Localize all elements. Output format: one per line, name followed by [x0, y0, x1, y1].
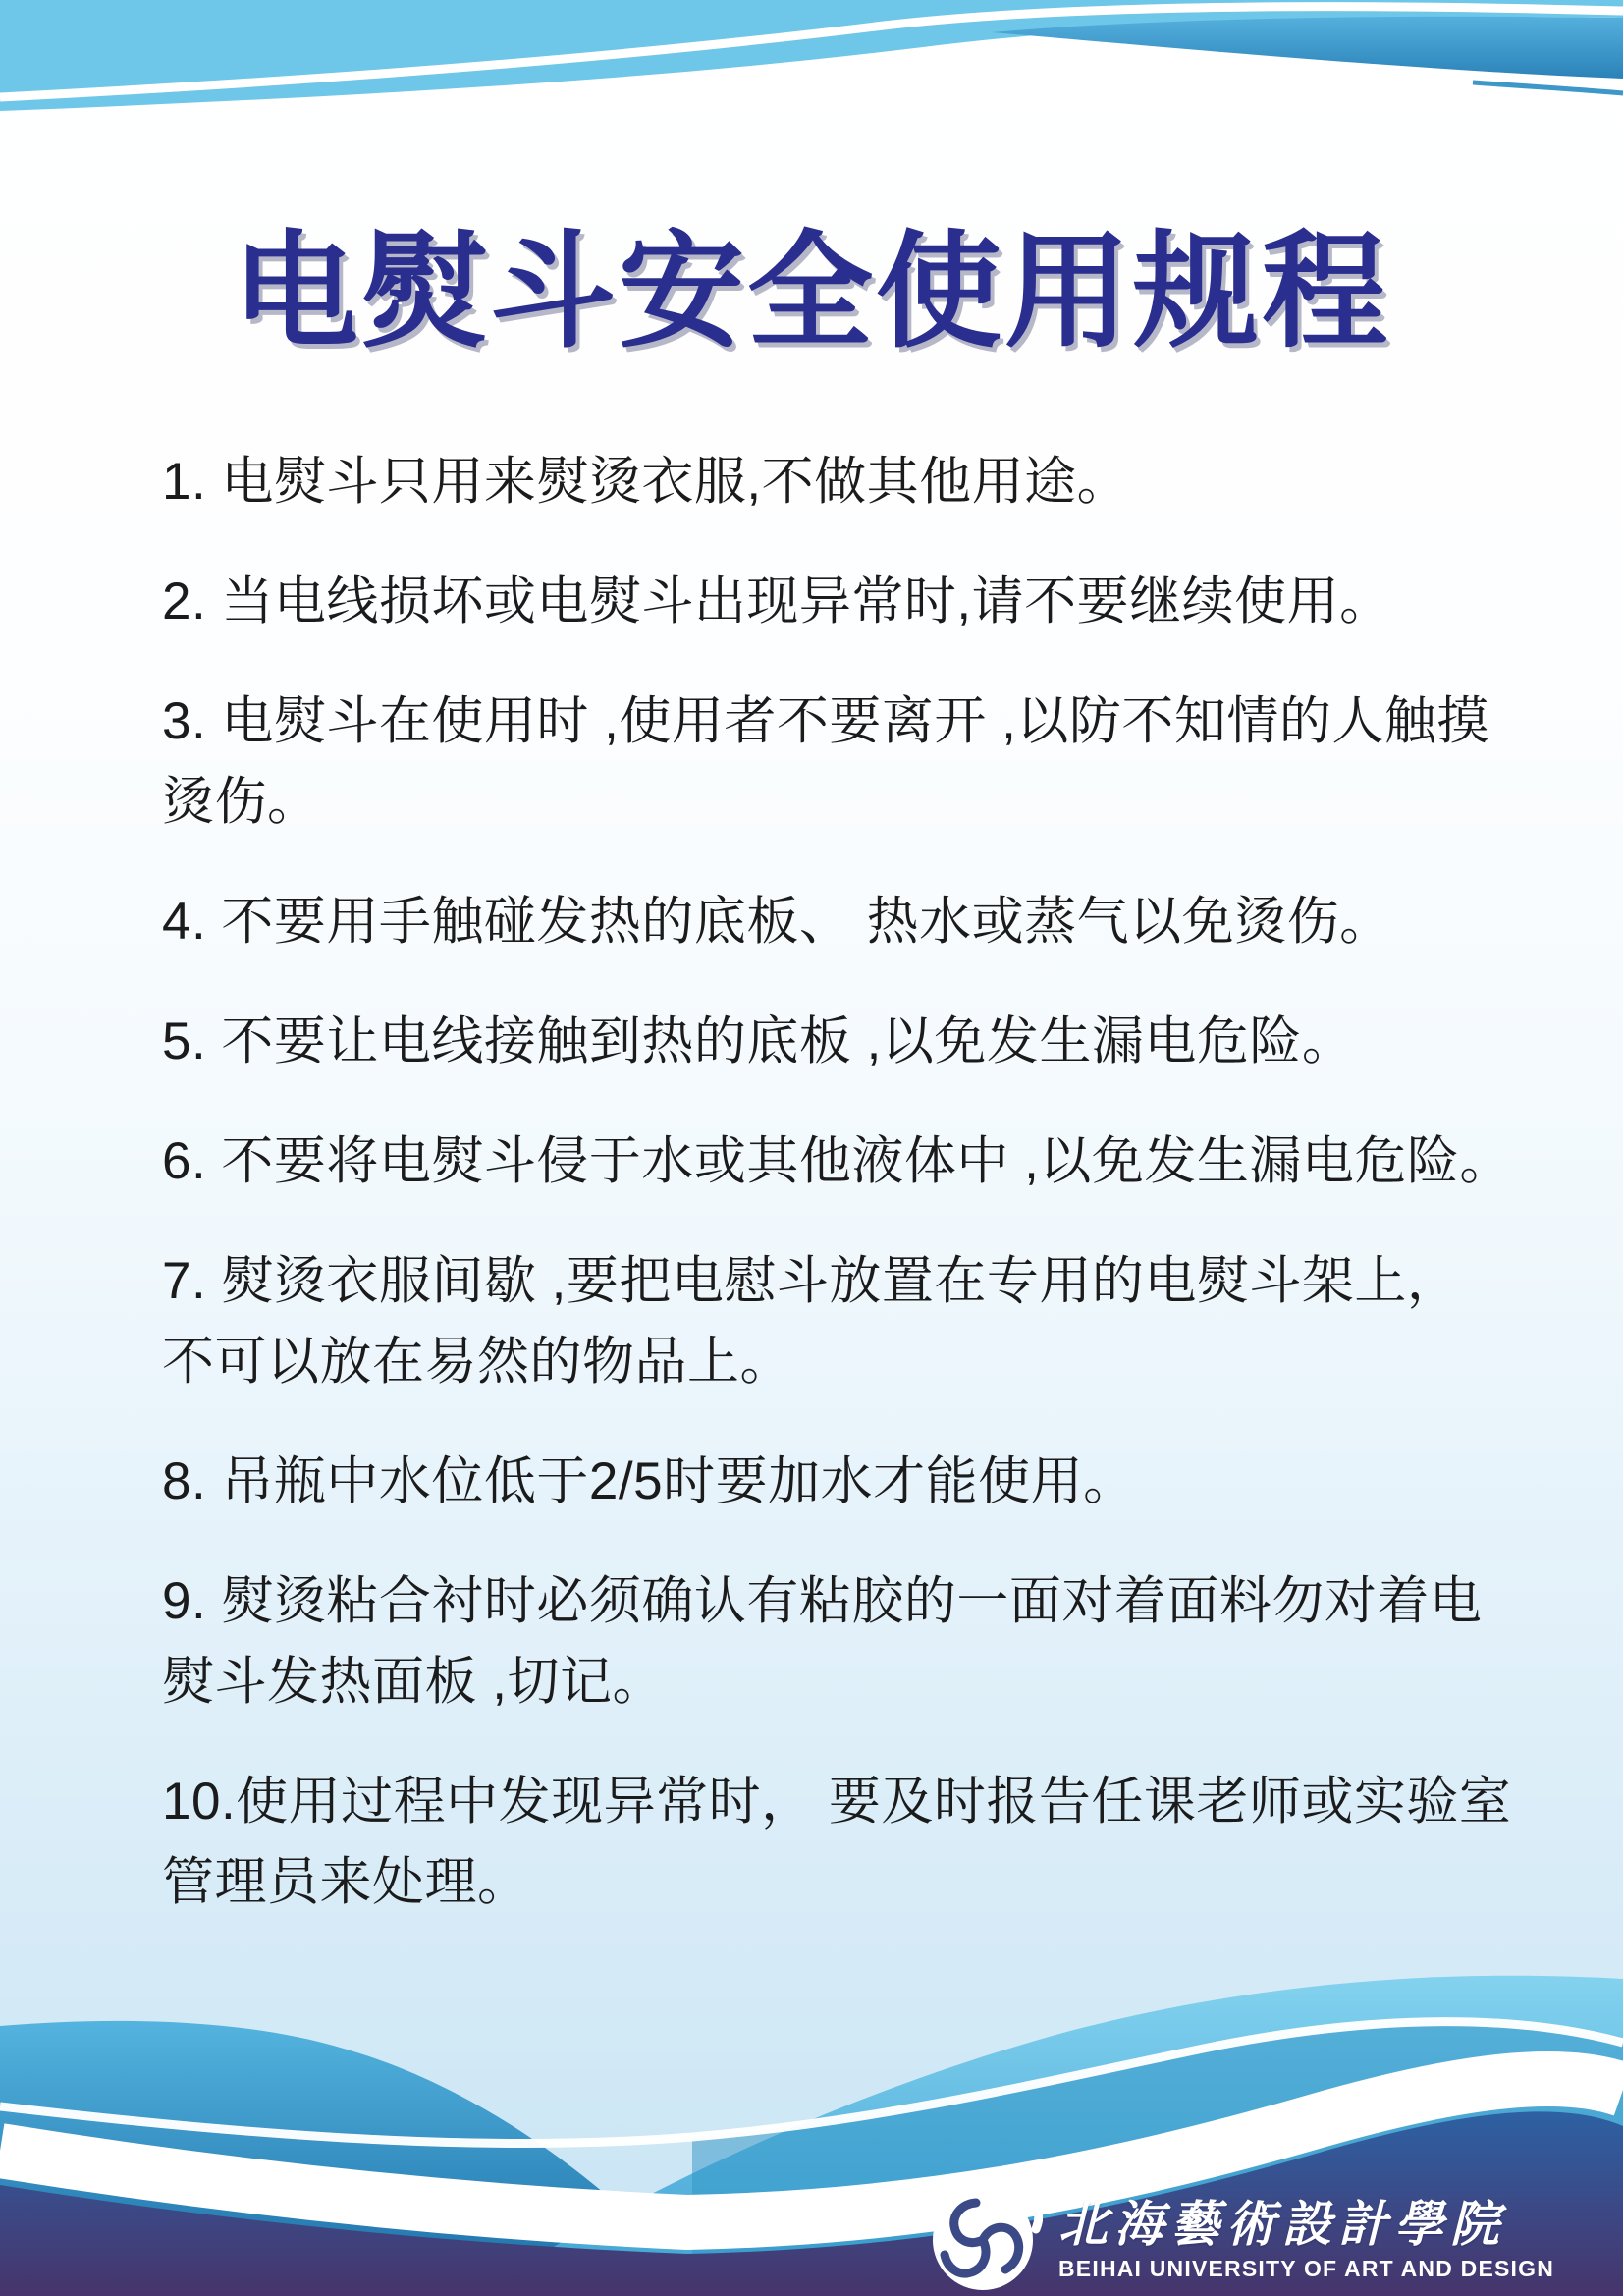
rule-item-2: 2. 当电线损坏或电熨斗出现异常时,请不要继续使用。: [162, 573, 1392, 630]
rule-item-8: 8. 吊瓶中水位低于2/5时要加水才能使用。: [162, 1452, 1136, 1510]
university-name-block: [1058, 2197, 1554, 2283]
rules-list: [162, 442, 1517, 1962]
rule-item-1: 1. 电熨斗只用来熨烫衣服,不做其他用途。: [162, 453, 1130, 511]
rule-item-4: 4. 不要用手触碰发热的底板、 热水或蒸气以免烫伤。: [162, 893, 1392, 951]
rule-item-10: 10.使用过程中发现异常时， 要及时报告任课老师或实验室管理员来处理。: [162, 1773, 1512, 1911]
top-wedge-shape: [992, 17, 1623, 79]
page-title: 电熨斗安全使用规程: [232, 222, 1390, 362]
rule-item-9: 9. 熨烫粘合衬时必须确认有粘胶的一面对着面料勿对着电熨斗发热面板 ,切记。: [162, 1572, 1483, 1711]
university-name-chinese: 北海藝術設計學院: [1058, 2197, 1506, 2252]
rule-item-3: 3. 电熨斗在使用时 ,使用者不要离开 ,以防不知情的人触摸烫伤。: [162, 692, 1489, 831]
rule-item-5: 5. 不要让电线接触到热的底板 ,以免发生漏电危险。: [162, 1012, 1355, 1070]
university-logo: [929, 2186, 1554, 2294]
rule-item-6: 6. 不要将电熨斗侵于水或其他液体中 ,以免发生漏电危险。: [162, 1132, 1512, 1190]
university-swirl-icon: [929, 2186, 1043, 2294]
university-name-english: BEIHAI UNIVERSITY OF ART AND DESIGN: [1058, 2256, 1555, 2281]
rule-item-7: 7. 熨烫衣服间歇 ,要把电慰斗放置在专用的电熨斗架上， 不可以放在易然的物品上。: [162, 1252, 1460, 1391]
